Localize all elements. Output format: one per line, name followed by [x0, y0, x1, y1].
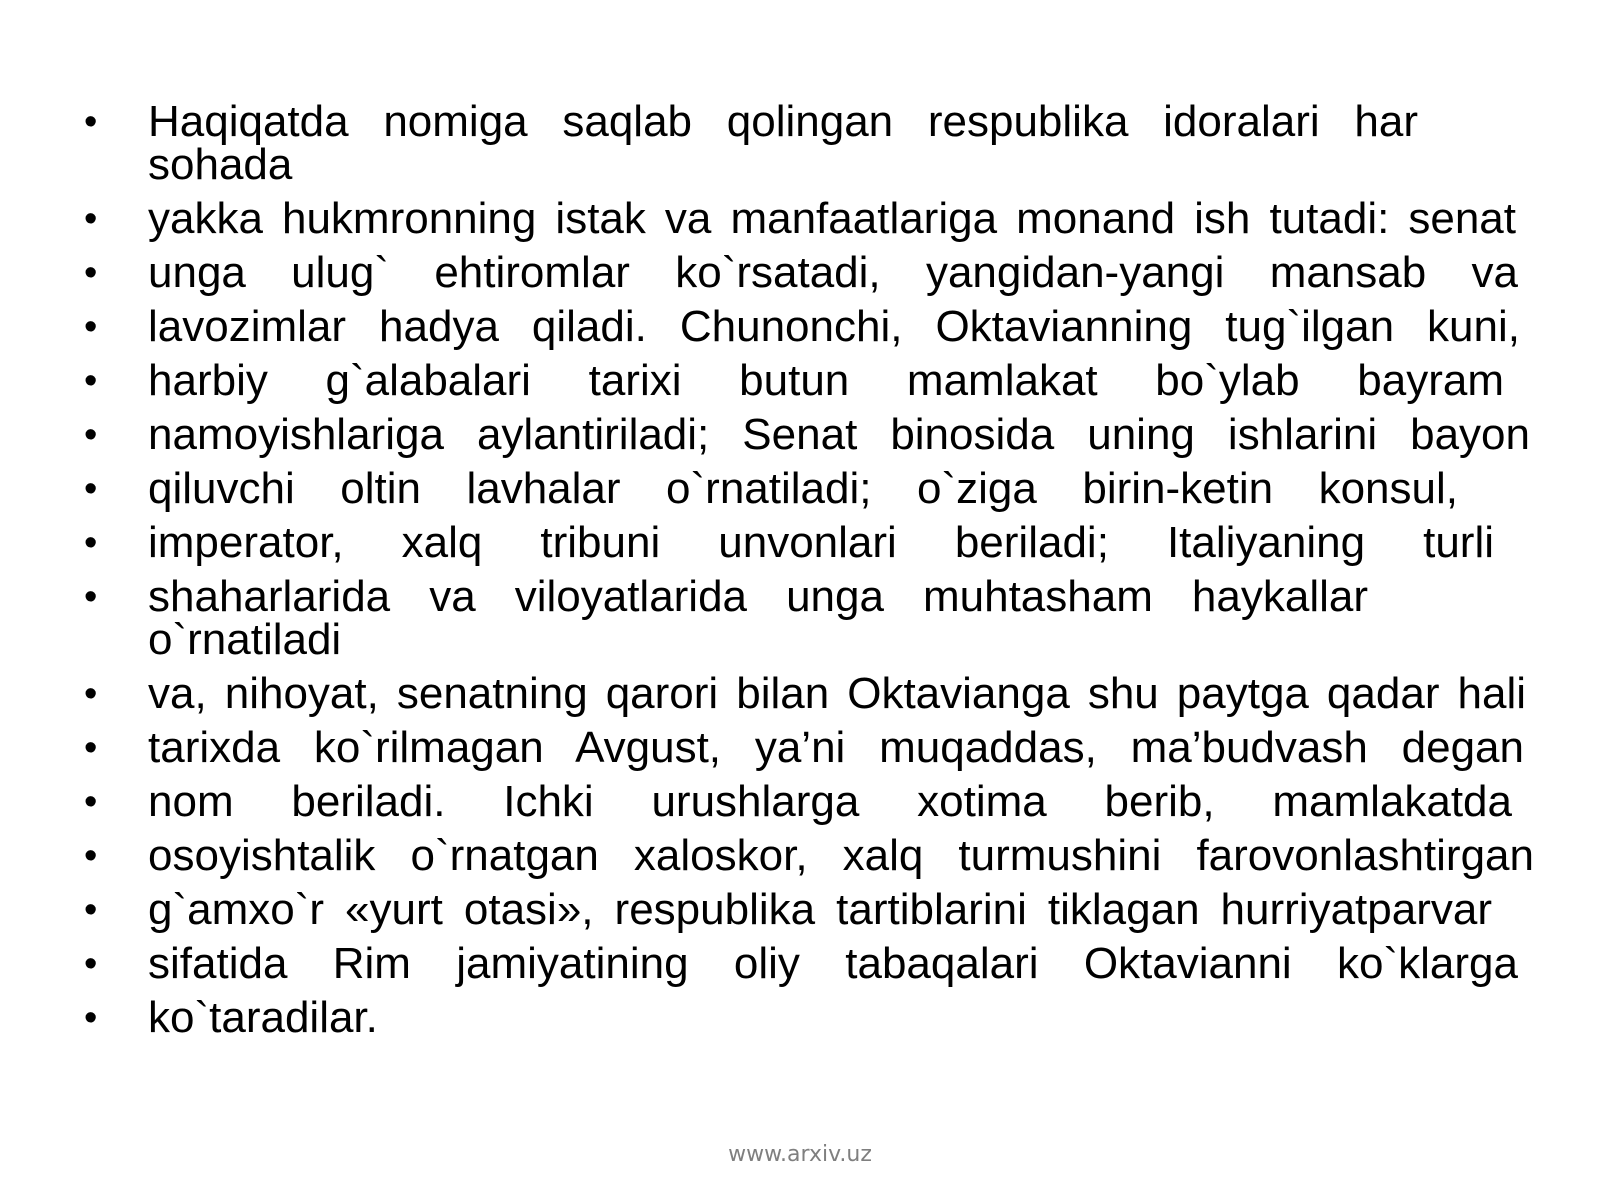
bullet-item: [80, 885, 1492, 934]
bullet-item: [80, 518, 1494, 567]
bullet-icon: •: [84, 727, 98, 769]
bullet-item: [80, 723, 1524, 772]
bullet-item: [80, 97, 1418, 189]
bullet-text: lavozimlar hadya qiladi. Chunonchi, Oktavianning tug`ilgan kuni,: [148, 302, 1520, 351]
bullet-text: g`amxo`r «yurt otasi», respublika tartiblarini tiklagan hurriyatparvar: [148, 885, 1492, 934]
bullet-item: [80, 993, 1518, 1042]
bullet-text: harbiy g`alabalari tarixi butun mamlakat bo`ylab bayram: [148, 356, 1504, 405]
bullet-text: nom beriladi. Ichki urushlarga xotima berib, mamlakatda: [148, 777, 1512, 826]
bullet-icon: •: [84, 576, 98, 618]
bullet-icon: •: [84, 414, 98, 456]
bullet-item: [80, 302, 1520, 351]
bullet-text: unga ulug` ehtiromlar ko`rsatadi, yangidan-yangi mansab va: [148, 248, 1518, 297]
bullet-item: [80, 248, 1518, 297]
bullet-item: [80, 194, 1516, 243]
bullet-icon: •: [84, 835, 98, 877]
bullet-text: yakka hukmronning istak va manfaatlariga monand ish tutadi: senat: [148, 194, 1516, 243]
bullet-text: shaharlarida va viloyatlarida unga muhtasham haykallar o`rnatiladi: [148, 572, 1368, 664]
bullet-text: tarixda ko`rilmagan Avgust, ya’ni muqaddas, ma’budvash degan: [148, 723, 1524, 772]
bullet-icon: •: [84, 252, 98, 294]
bullet-text: Haqiqatda nomiga saqlab qolingan respublika idoralari har sohada: [148, 97, 1418, 189]
bullet-icon: •: [84, 306, 98, 348]
bullet-icon: •: [84, 360, 98, 402]
bullet-text: osoyishtalik o`rnatgan xaloskor, xalq turmushini farovonlashtirgan: [148, 831, 1534, 880]
bullet-icon: •: [84, 198, 98, 240]
bullet-icon: •: [84, 673, 98, 715]
bullet-icon: •: [84, 468, 98, 510]
bullet-item: [80, 669, 1526, 718]
bullet-item: [80, 464, 1458, 513]
bullet-text: va, nihoyat, senatning qarori bilan Oktavianga shu paytga qadar hali: [148, 669, 1526, 718]
bullet-item: [80, 939, 1518, 988]
bullet-item: [80, 410, 1530, 459]
bullet-text: sifatida Rim jamiyatining oliy tabaqalari Oktavianni ko`klarga: [148, 939, 1518, 988]
bullet-text: ko`taradilar.: [148, 993, 378, 1042]
bullet-icon: •: [84, 997, 98, 1039]
footer-watermark: www.arxiv.uz: [728, 1142, 872, 1167]
bullet-item: [80, 356, 1504, 405]
bullet-text: namoyishlariga aylantiriladi; Senat binosida uning ishlarini bayon: [148, 410, 1530, 459]
bullet-icon: •: [84, 522, 98, 564]
bullet-list: [80, 97, 1534, 1050]
bullet-icon: •: [84, 889, 98, 931]
bullet-text: imperator, xalq tribuni unvonlari beriladi; Italiyaning turli: [148, 518, 1494, 567]
bullet-icon: •: [84, 943, 98, 985]
bullet-item: [80, 572, 1368, 664]
bullet-item: [80, 777, 1512, 826]
bullet-icon: •: [84, 781, 98, 823]
bullet-icon: •: [84, 101, 98, 143]
bullet-text: qiluvchi oltin lavhalar o`rnatiladi; o`ziga birin-ketin konsul,: [148, 464, 1458, 513]
bullet-item: [80, 831, 1534, 880]
